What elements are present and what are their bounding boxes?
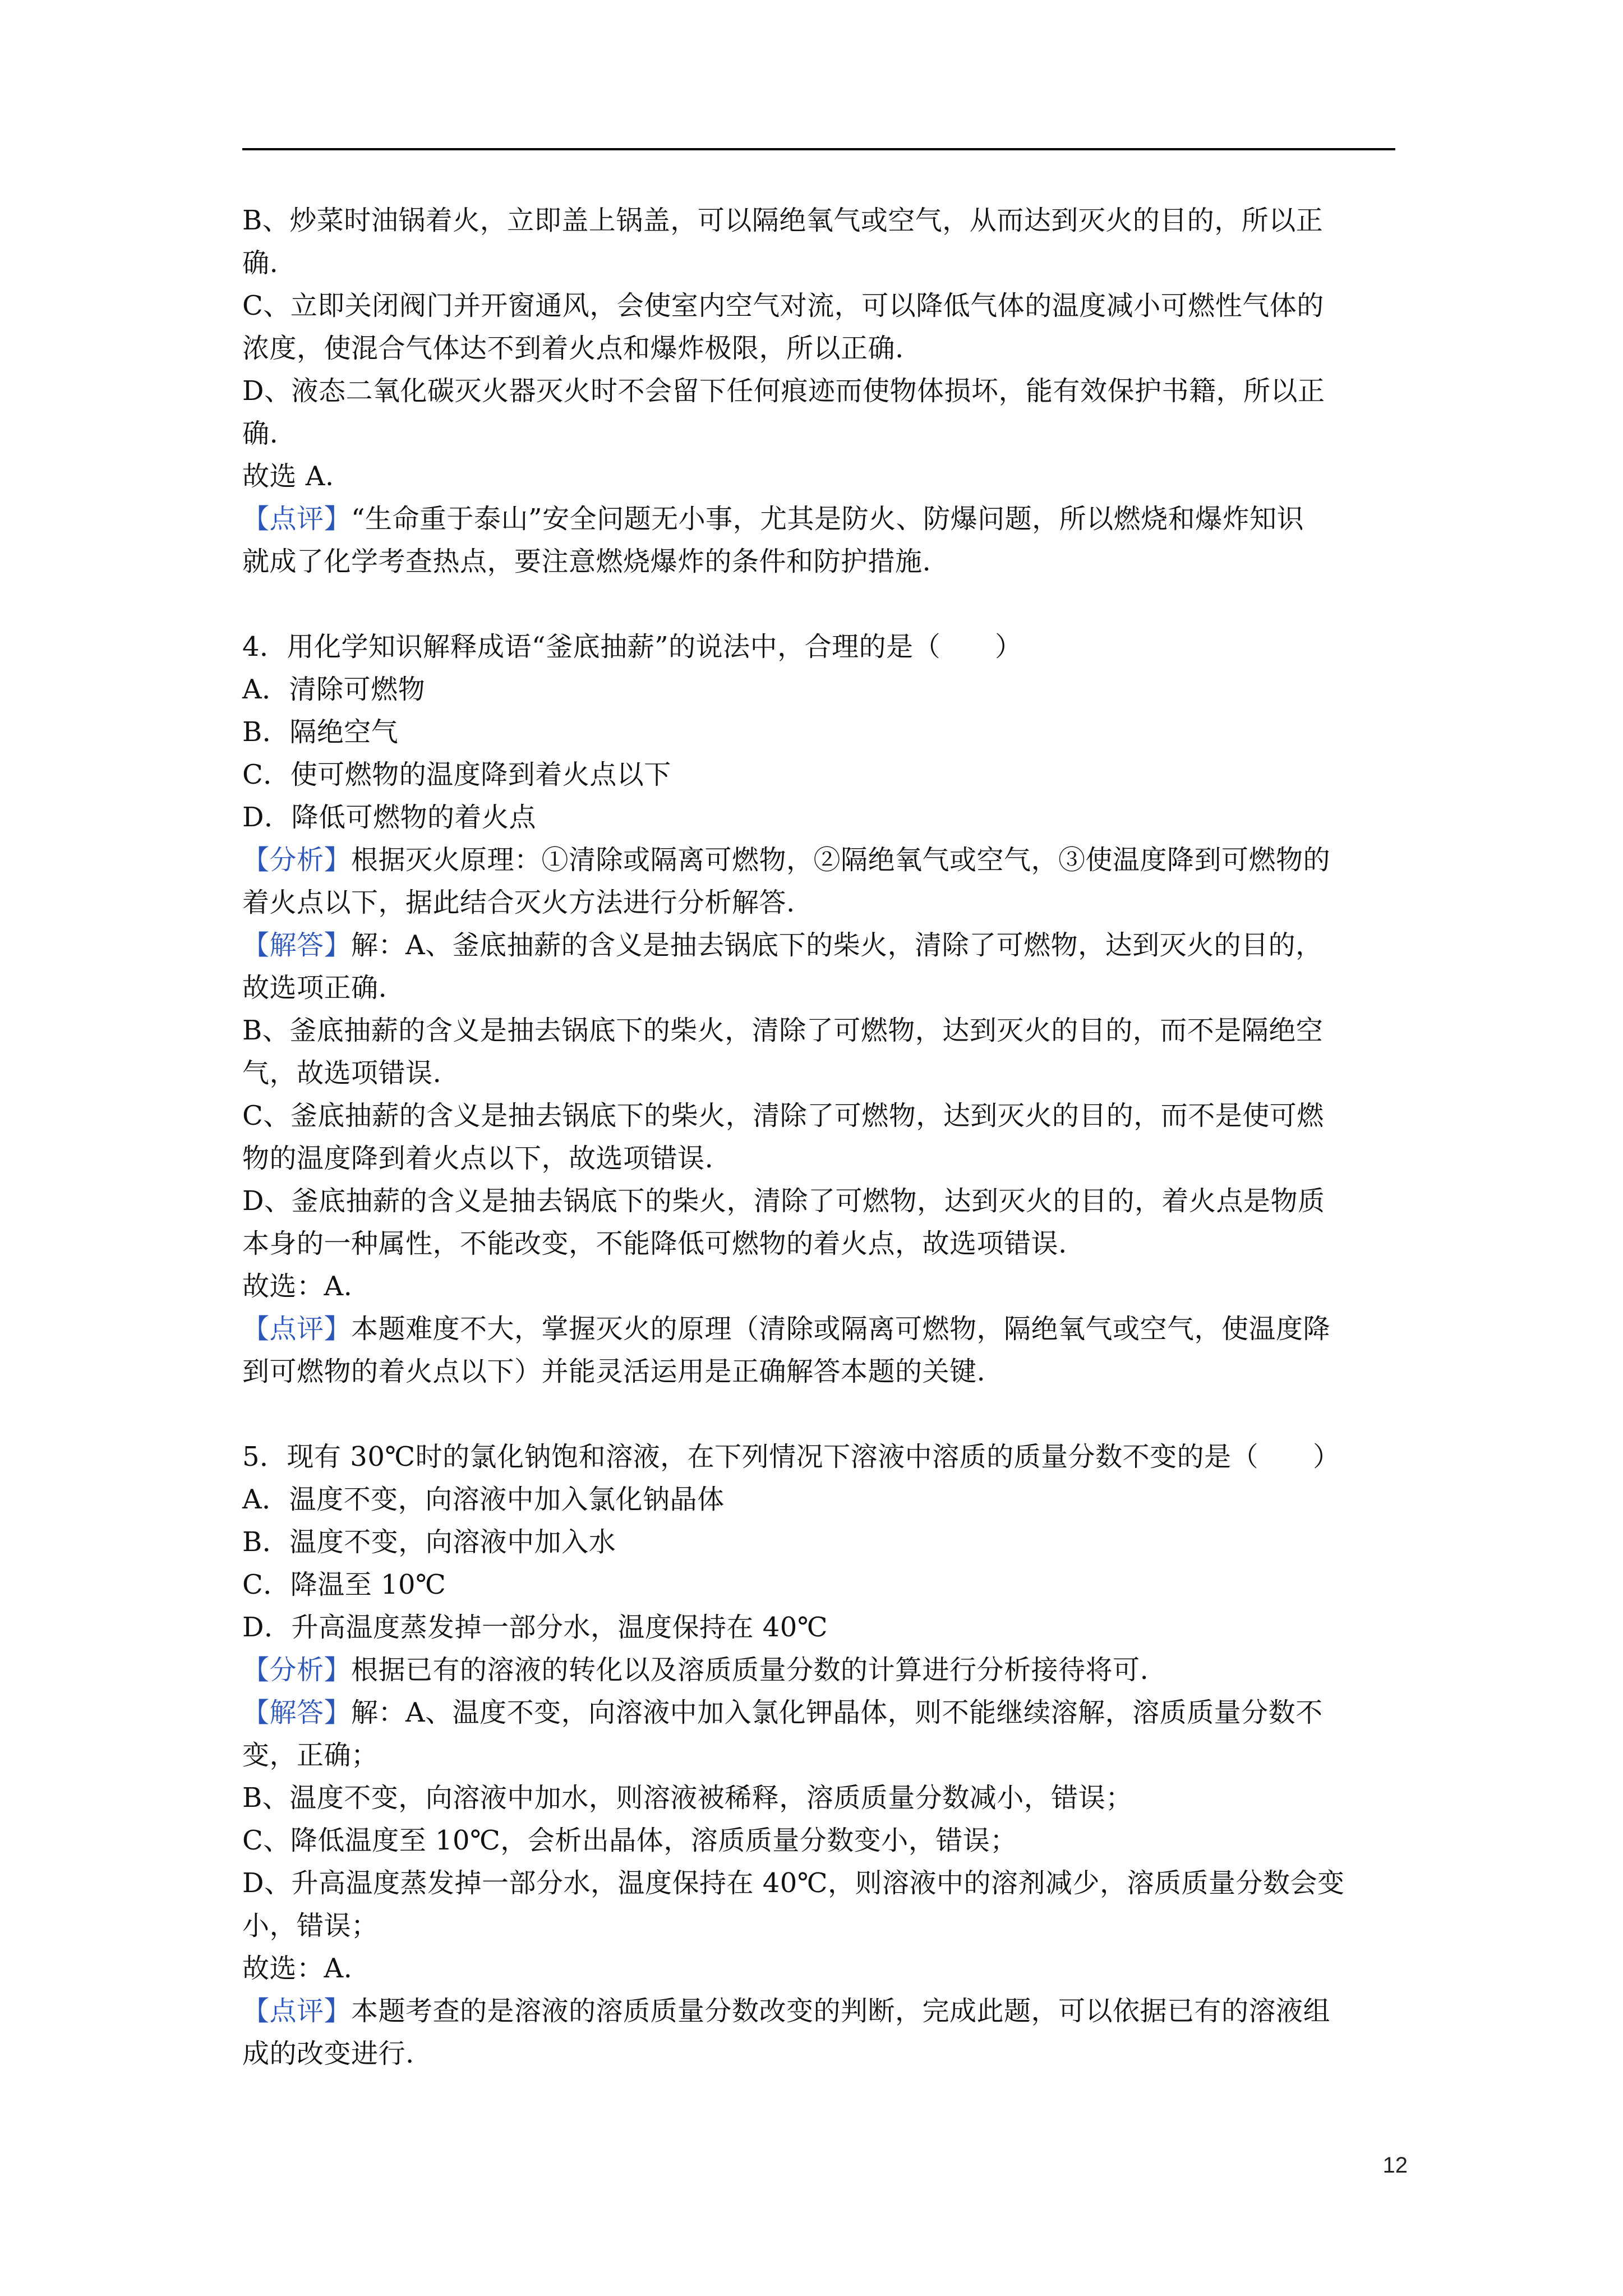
q4-analysis-text1: 根据灭火原理：①清除或隔离可燃物，②隔绝氧气或空气，③使温度降到可燃物的 xyxy=(351,844,1331,876)
q5-answer-tag: 【解答】 xyxy=(242,1697,352,1728)
q5-answer-line1 xyxy=(242,1691,1409,1734)
q3-option-b-line2: 确. xyxy=(242,247,279,279)
q5-answer-line2: 变，正确； xyxy=(242,1740,379,1771)
q4-b-line1: B、釜底抽薪的含义是抽去锅底下的柴火，清除了可燃物，达到灭火的目的，而不是隔绝空 xyxy=(242,1015,1324,1046)
q5-option-d: D．升高温度蒸发掉一部分水，温度保持在 40℃ xyxy=(242,1612,828,1643)
q4-comment-tag: 【点评】 xyxy=(242,1313,352,1345)
q3-option-c-line1: C、立即关闭阀门并开窗通风，会使室内空气对流，可以降低气体的温度减小可燃性气体的 xyxy=(242,290,1324,321)
q4-c-line2: 物的温度降到着火点以下，故选项错误. xyxy=(242,1143,714,1174)
q4-answer-text1: 解：A、釜底抽薪的含义是抽去锅底下的柴火，清除了可燃物，达到灭火的目的， xyxy=(351,930,1323,961)
q3-comment-line2: 就成了化学考查热点，要注意燃烧爆炸的条件和防护措施. xyxy=(242,546,932,577)
q5-comment-text1: 本题考查的是溶液的溶质质量分数改变的判断，完成此题，可以依据已有的溶液组 xyxy=(351,1995,1331,2027)
q4-comment-line2: 到可燃物的着火点以下）并能灵活运用是正确解答本题的关键. xyxy=(242,1356,986,1387)
q4-option-c: C．使可燃物的温度降到着火点以下 xyxy=(242,759,671,790)
q4-comment-text1: 本题难度不大，掌握灭火的原理（清除或隔离可燃物，隔绝氧气或空气，使温度降 xyxy=(351,1313,1331,1345)
q5-answer-text1: 解：A、温度不变，向溶液中加入氯化钾晶体，则不能继续溶解，溶质质量分数不 xyxy=(351,1697,1323,1728)
q4-analysis-line1 xyxy=(242,839,1409,881)
q4-b-line2: 气，故选项错误. xyxy=(242,1057,442,1089)
q4-answer-line2: 故选项正确. xyxy=(242,972,388,1004)
q4-choice: 故选：A. xyxy=(242,1271,353,1302)
q3-comment-text1: “生命重于泰山”安全问题无小事，尤其是防火、防爆问题，所以燃烧和爆炸知识 xyxy=(351,503,1304,535)
q5-analysis-line1 xyxy=(242,1649,1409,1691)
q4-analysis-tag: 【分析】 xyxy=(242,844,352,876)
q5-choice: 故选：A. xyxy=(242,1953,353,1984)
header-rule xyxy=(242,148,1395,150)
q5-c-line1: C、降低温度至 10℃，会析出晶体，溶质质量分数变小，错误； xyxy=(242,1825,1017,1856)
q5-option-c: C．降温至 10℃ xyxy=(242,1569,446,1600)
q3-comment-line1 xyxy=(242,498,1409,540)
q5-d-line1: D、升高温度蒸发掉一部分水，温度保持在 40℃，则溶液中的溶剂减少，溶质质量分数会变 xyxy=(242,1867,1345,1899)
q3-option-c-line2: 浓度，使混合气体达不到着火点和爆炸极限，所以正确. xyxy=(242,333,904,364)
spacer xyxy=(242,583,1409,625)
q3-option-d-line2: 确. xyxy=(242,418,279,449)
page-content xyxy=(242,199,1409,2075)
q4-analysis-line2: 着火点以下，据此结合灭火方法进行分析解答. xyxy=(242,887,795,918)
q5-stem: 5．现有 30℃时的氯化钠饱和溶液，在下列情况下溶液中溶质的质量分数不变的是（ ） xyxy=(242,1441,1340,1473)
q5-b-line1: B、温度不变，向溶液中加水，则溶液被稀释，溶质质量分数减小，错误； xyxy=(242,1782,1133,1814)
q4-answer-tag: 【解答】 xyxy=(242,930,352,961)
q4-option-b: B．隔绝空气 xyxy=(242,716,399,748)
q5-analysis-text1: 根据已有的溶液的转化以及溶质质量分数的计算进行分析接待将可. xyxy=(351,1654,1149,1686)
q4-d-line1: D、釜底抽薪的含义是抽去锅底下的柴火，清除了可燃物，达到灭火的目的，着火点是物质 xyxy=(242,1185,1325,1217)
q4-stem: 4．用化学知识解释成语“釜底抽薪”的说法中，合理的是（ ） xyxy=(242,631,1022,662)
q5-comment-tag: 【点评】 xyxy=(242,1995,352,2027)
q4-option-d: D．降低可燃物的着火点 xyxy=(242,802,536,833)
q3-solution-tail xyxy=(242,199,1409,583)
q5-comment-line2: 成的改变进行. xyxy=(242,2038,414,2069)
spacer xyxy=(242,1393,1409,1435)
q4-c-line1: C、釜底抽薪的含义是抽去锅底下的柴火，清除了可燃物，达到灭火的目的，而不是使可燃 xyxy=(242,1100,1324,1131)
question-5 xyxy=(242,1435,1409,2075)
q3-option-b-line1: B、炒菜时油锅着火，立即盖上锅盖，可以隔绝氧气或空气，从而达到灭火的目的，所以正 xyxy=(242,205,1324,236)
question-4 xyxy=(242,625,1409,1393)
q3-comment-tag: 【点评】 xyxy=(242,503,352,535)
q5-analysis-tag: 【分析】 xyxy=(242,1654,352,1686)
q3-option-d-line1: D、液态二氧化碳灭火器灭火时不会留下任何痕迹而使物体损坏，能有效保护书籍，所以正 xyxy=(242,375,1325,407)
q4-comment-line1 xyxy=(242,1308,1409,1350)
q5-d-line2: 小，错误； xyxy=(242,1910,379,1941)
q5-option-a: A．温度不变，向溶液中加入氯化钠晶体 xyxy=(242,1484,725,1515)
q5-comment-line1 xyxy=(242,1990,1409,2032)
q4-answer-line1 xyxy=(242,924,1409,967)
page-number: 12 xyxy=(1382,2153,1408,2178)
q4-option-a: A．清除可燃物 xyxy=(242,674,426,705)
q5-option-b: B．温度不变，向溶液中加入水 xyxy=(242,1526,616,1558)
q4-d-line2: 本身的一种属性，不能改变，不能降低可燃物的着火点，故选项错误. xyxy=(242,1228,1067,1259)
q3-choice: 故选 A. xyxy=(242,461,334,492)
